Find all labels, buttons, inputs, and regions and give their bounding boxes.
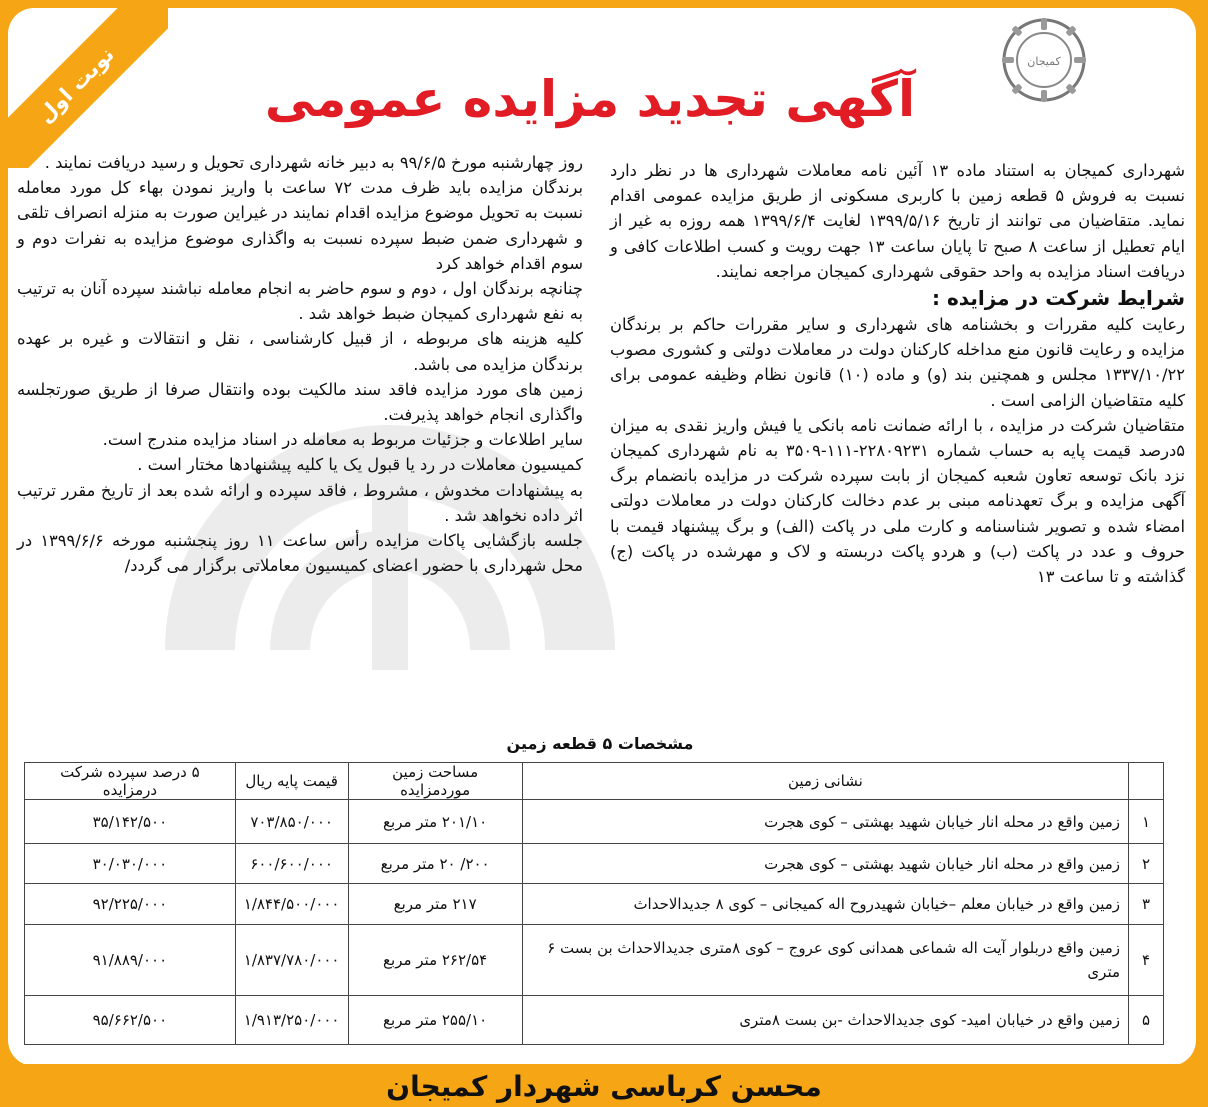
ribbon (8, 8, 168, 168)
logo-text: کمیجان (1027, 55, 1061, 68)
deposit: ۳۰/۰۳۰/۰۰۰ (25, 844, 236, 884)
base-price: ۶۰۰/۶۰۰/۰۰۰ (235, 844, 348, 884)
land-address: زمین واقع دربلوار آیت اله شماعی همدانی کوی عروج – کوی ۸متری جدیدالاحداث بن بست ۶ متری (522, 925, 1128, 996)
land-table (24, 762, 1164, 1045)
intro-paragraph: شهرداری کمیجان به استناد ماده ۱۳ آئین نامه معاملات شهرداری ها در نظر دارد نسبت به فروش ۵ قطعه زمین با کاربری مسکونی از طریق مزایده عمومی اقدام نماید. متقاضیان می توانند از تاریخ ۱۳۹۹/۵/۱۶ لغایت ۱۳۹۹/۶/۴ همه روزه به غیر از ایام تعطیل از ساعت ۸ صبح تا پایان ساعت ۱۳ جهت رویت و کسب اطلاعات کافی و دریافت اسناد مزایده به واحد حقوقی شهرداری کمیجان مراجعه نمایند. (610, 161, 1186, 281)
deposit: ۹۵/۶۶۲/۵۰۰ (25, 996, 236, 1045)
condition-paragraph: زمین های مورد مزایده فاقد سند مالکیت بوده وانتقال صرفا از طریق صورتجلسه واگذاری انجام خواهد پذیرفت. (17, 379, 583, 425)
col-header-number (1129, 763, 1164, 800)
row-number: ۵ (1129, 996, 1164, 1045)
land-area: ۲۵۵/۱۰ متر مربع (348, 996, 522, 1045)
col-header-area: مساحت زمین موردمزایده (348, 763, 522, 800)
condition-paragraph: سایر اطلاعات و جزئیات مربوط به معامله در اسناد مزایده مندرج است. (102, 430, 583, 450)
col-header-price: قیمت پایه ریال (235, 763, 348, 800)
table-title: مشخصات ۵ قطعه زمین (506, 734, 694, 753)
condition-paragraph: کمیسیون معاملات در رد یا قبول یک یا کلیه پیشنهادها مختار است . (137, 455, 583, 475)
table-row (25, 800, 1164, 844)
col-header-address: نشانی زمین (522, 763, 1128, 800)
row-number: ۱ (1129, 800, 1164, 844)
table-header-row (25, 763, 1164, 800)
table-row (25, 996, 1164, 1045)
page-title: آگهی تجدید مزایده عمومی (264, 70, 916, 128)
col-header-deposit: ۵ درصد سپرده شرکت درمزایده (25, 763, 236, 800)
land-address: زمین واقع در خیابان امید- کوی جدیدالاحداث -بن بست ۸متری (522, 996, 1128, 1045)
deposit: ۹۱/۸۸۹/۰۰۰ (25, 925, 236, 996)
condition-paragraph: کلیه هزینه های مربوطه ، از قبیل کارشناسی ، نقل و انتقالات و غیره بر عهده برندگان مزایده می باشد. (17, 329, 583, 374)
land-area: ۲۱۷ متر مربع (348, 884, 522, 925)
condition-paragraph: جلسه بازگشایی پاکات مزایده رأس ساعت ۱۱ روز پنجشنبه مورخه ۱۳۹۹/۶/۶ در محل شهرداری با حضور اعضای کمیسیون معاملاتی برگزار می گردد/ (17, 531, 583, 576)
table-row (25, 844, 1164, 884)
condition-paragraph: چنانچه برندگان اول ، دوم و سوم حاضر به انجام معامله نباشند سپرده آنان به ترتیب به نفع شهرداری کمیجان ضبط خواهد شد . (17, 279, 583, 324)
row-number: ۳ (1129, 884, 1164, 925)
conditions-heading: شرایط شرکت در مزایده : (932, 286, 1185, 311)
condition-paragraph: متقاضیان شرکت در مزایده ، با ارائه ضمانت نامه بانکی یا فیش واریز نقدی به میزان ۵درصد قیمت پایه به حساب شماره ۲۲۸۰۹۲۳۱-۱۱۱-۳۵۰۹ به نام شهرداری کمیجان نزد بانک توسعه تعاون شعبه کمیجان از بابت سپرده شرکت در مزایده بانضمام برگ آگهی مزایده و برگ تعهدنامه مبنی بر عدم دخالت کارکنان دولت در معاملات دولتی امضاء شده و تصویر شناسنامه و کارت ملی در پاکت (الف) و برگ پیشنهاد قیمت با حروف و عدد در پاکت (ب) و هردو پاکت دربسته و لاک و مهرشده در پاکت (ج) گذاشته و تا ساعت ۱۳ (610, 415, 1185, 587)
deposit: ۹۲/۲۲۵/۰۰۰ (25, 884, 236, 925)
municipality-logo (1000, 16, 1088, 104)
base-price: ۷۰۳/۸۵۰/۰۰۰ (235, 800, 348, 844)
base-price: ۱/۸۴۴/۵۰۰/۰۰۰ (235, 884, 348, 925)
deposit: ۳۵/۱۴۲/۵۰۰ (25, 800, 236, 844)
ribbon-label: نوبت اول (33, 42, 119, 128)
land-address: زمین واقع در خیابان معلم –خیابان شهیدروح اله کمیجانی – کوی ۸ جدیدالاحداث (522, 884, 1128, 925)
land-address: زمین واقع در محله انار خیابان شهید بهشتی – کوی هجرت (522, 800, 1128, 844)
table-row (25, 925, 1164, 996)
condition-paragraph: رعایت کلیه مقررات و بخشنامه های شهرداری و سایر مقررات حاکم بر برندگان مزایده و رعایت قانون منع مداخله کارکنان دولت در معاملات دولتی و کشوری مصوب ۱۳۳۷/۱۰/۲۲ مجلس و همچنین بند (و) و ماده (۱۰) قانون نظام وظیفه عمومی برای کلیه متقاضیان الزامی است . (610, 315, 1186, 410)
row-number: ۲ (1129, 844, 1164, 884)
condition-paragraph: روز چهارشنبه مورخ ۹۹/۶/۵ به دبیر خانه شهرداری تحویل و رسید دریافت نمایند . (44, 153, 583, 172)
left-column (17, 150, 583, 578)
footer-signature: محسن کرباسی شهردار کمیجان (386, 1070, 822, 1103)
base-price: ۱/۹۱۳/۲۵۰/۰۰۰ (235, 996, 348, 1045)
condition-paragraph: به پیشنهادات مخدوش ، مشروط ، فاقد سپرده و ارائه شده بعد از تاریخ مقرر ترتیب اثر داده نخواهد شد . (17, 480, 583, 525)
land-area: ۲۰۱/۱۰ متر مربع (348, 800, 522, 844)
land-area: ۲۶۲/۵۴ متر مربع (348, 925, 522, 996)
condition-paragraph: برندگان مزایده باید ظرف مدت ۷۲ ساعت با واریز نمودن بهاء کل مورد معامله نسبت به تحویل موضوع مزایده اقدام نمایند در غیراین صورت به منزله انصراف تلقی و شهرداری ضمن ضبط سپرده نسبت به واگذاری موضوع مزایده به نفرات دوم و سوم اقدام خواهد کرد (17, 178, 583, 273)
land-address: زمین واقع در محله انار خیابان شهید بهشتی – کوی هجرت (522, 844, 1128, 884)
row-number: ۴ (1129, 925, 1164, 996)
land-area: ۲۰۰/ ۲۰ متر مربع (348, 844, 522, 884)
right-column (610, 158, 1185, 589)
base-price: ۱/۸۳۷/۷۸۰/۰۰۰ (235, 925, 348, 996)
table-row (25, 884, 1164, 925)
